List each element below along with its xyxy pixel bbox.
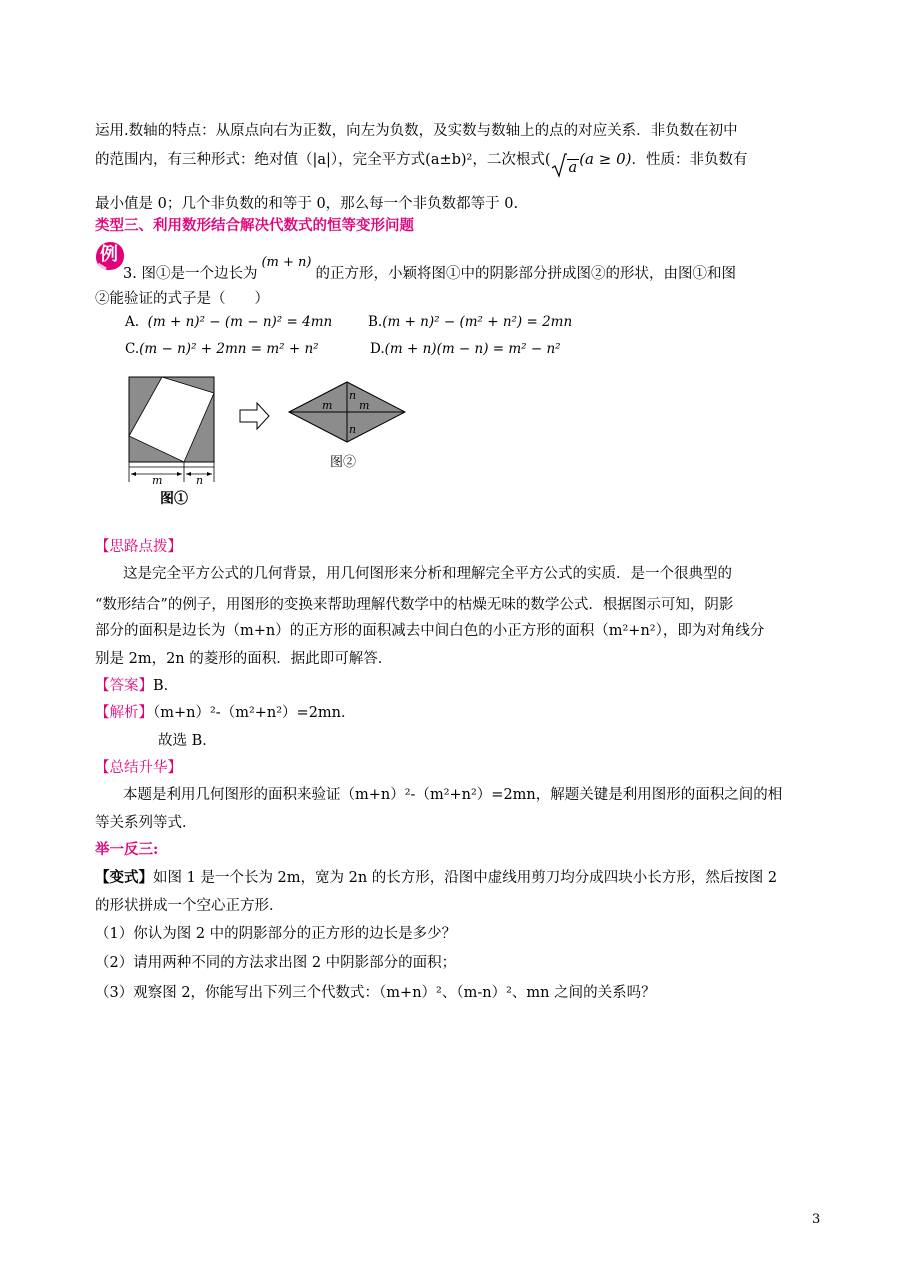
option-d[interactable] <box>370 339 561 359</box>
question-prefix: 3. 图①是一个边长为 <box>123 266 258 282</box>
fig1-label-n: n <box>196 474 204 487</box>
radical-condition: (a ≥ 0) <box>579 150 632 168</box>
summary-line-2: 等关系列等式． <box>95 815 197 831</box>
example-badge-label: 例 <box>100 244 118 265</box>
option-d-expr: (m + n)(m − n) = m² − n² <box>384 341 561 357</box>
variant-line-2: 的形状拼成一个空心正方形． <box>95 898 284 914</box>
intro-line-3: 最小值是 0；几个非负数的和等于 0，那么每一个非负数都等于 0. <box>95 196 519 212</box>
option-c-expr: (m − n)² + 2mn = m² + n² <box>139 341 319 357</box>
option-a-label: A. <box>125 314 140 330</box>
option-b[interactable] <box>368 312 572 332</box>
variant-label: 【变式】 <box>95 869 153 886</box>
hint-line-3: 部分的面积是边长为（m+n）的正方形的面积减去中间白色的小正方形的面积（m²+n²），即为对角线分 <box>95 623 765 639</box>
analysis <box>95 703 356 723</box>
intro-line-2-text: 的范围内，有三种形式：绝对值（|a|），完全平方式(a±b)²，二次根式( <box>95 152 551 168</box>
fig2-label-n-top: n <box>349 389 357 402</box>
radical <box>551 152 580 178</box>
question-line-1 <box>123 255 736 285</box>
intro-line-1: 运用.数轴的特点：从原点向右为正数，向左为负数，及实数与数轴上的点的对应关系．非负数在初中 <box>95 123 738 139</box>
summary-label: 【总结升华】 <box>95 760 182 776</box>
variant-item-1: （1）你认为图 2 中的阴影部分的正方形的边长是多少？ <box>95 926 457 942</box>
fig1-caption: 图① <box>160 491 188 507</box>
analysis-conclusion: 故选 B． <box>158 733 217 749</box>
radicand: a <box>568 160 578 176</box>
fig2-label-m-right: m <box>359 399 370 412</box>
fig1-arrowhead-n-left <box>186 472 191 476</box>
answer-label: 【答案】 <box>95 678 153 694</box>
hint-line-2: “数形结合”的例子，用图形的变换来帮助理解代数学中的枯燥无味的数学公式．根据图示可知，阴影 <box>95 597 734 613</box>
hint-label: 【思路点拨】 <box>95 539 182 555</box>
analysis-label: 【解析】 <box>95 705 153 721</box>
summary-line-1: 本题是利用几何图形的面积来验证（m+n）²-（m²+n²）=2mn，解题关键是利用图形的面积之间的相 <box>123 787 783 803</box>
extend-title: 举一反三: <box>95 841 159 858</box>
intro-line-2-tail: ．性质：非负数有 <box>631 152 748 168</box>
transform-arrow-icon <box>240 403 269 429</box>
variant-item-3: （3）观察图 2，你能写出下列三个代数式：（m+n）²、（m-n）²、mn 之间的关系吗？ <box>95 985 656 1001</box>
answer-text: B． <box>153 678 179 694</box>
variant-item-2: （2）请用两种不同的方法求出图 2 中阴影部分的面积； <box>95 955 457 971</box>
fig1-arrowhead-m-right <box>177 472 182 476</box>
analysis-text: （m+n）²-（m²+n²）=2mn． <box>153 705 356 721</box>
question-expr: (m + n) <box>261 255 312 270</box>
variant-line-1 <box>95 868 777 888</box>
fig1-arrowhead-m-left <box>131 472 136 476</box>
fig1-label-m: m <box>152 474 163 487</box>
fig2-label-n-bottom: n <box>349 423 357 436</box>
option-b-expr: (m + n)² − (m² + n²) = 2mn <box>382 314 573 330</box>
hint-line-4: 别是 2m，2n 的菱形的面积．据此即可解答． <box>95 651 393 667</box>
option-a[interactable] <box>125 312 332 332</box>
option-d-label: D. <box>370 341 385 357</box>
option-c-label: C. <box>125 341 140 357</box>
intro-line-2 <box>95 149 747 178</box>
fig2-label-m-left: m <box>322 399 333 412</box>
option-b-label: B. <box>368 314 383 330</box>
section-title: 类型三、利用数形结合解决代数式的恒等变形问题 <box>95 217 414 234</box>
question-suffix: 的正方形，小颖将图①中的阴影部分拼成图②的形状，由图①和图 <box>315 266 736 282</box>
fig2-caption: 图② <box>330 455 357 470</box>
example-badge <box>94 240 124 270</box>
hint-line-1: 这是完全平方公式的几何背景，用几何图形来分析和理解完全平方公式的实质．是一个很典型的 <box>123 566 732 582</box>
page-number: 3 <box>812 1212 821 1227</box>
variant-text: 如图 1 是一个长为 2m，宽为 2n 的长方形，沿图中虚线用剪刀均分成四块小长方形，然后按图 2 <box>153 870 778 886</box>
question-line-2: ②能验证的式子是（ ） <box>95 291 269 307</box>
fig1-arrowhead-n-right <box>207 472 212 476</box>
option-c[interactable] <box>125 339 319 359</box>
option-a-expr: (m + n)² − (m − n)² = 4mn <box>147 314 333 330</box>
radical-sign-icon <box>551 152 567 178</box>
figures <box>124 372 424 512</box>
answer <box>95 676 178 696</box>
